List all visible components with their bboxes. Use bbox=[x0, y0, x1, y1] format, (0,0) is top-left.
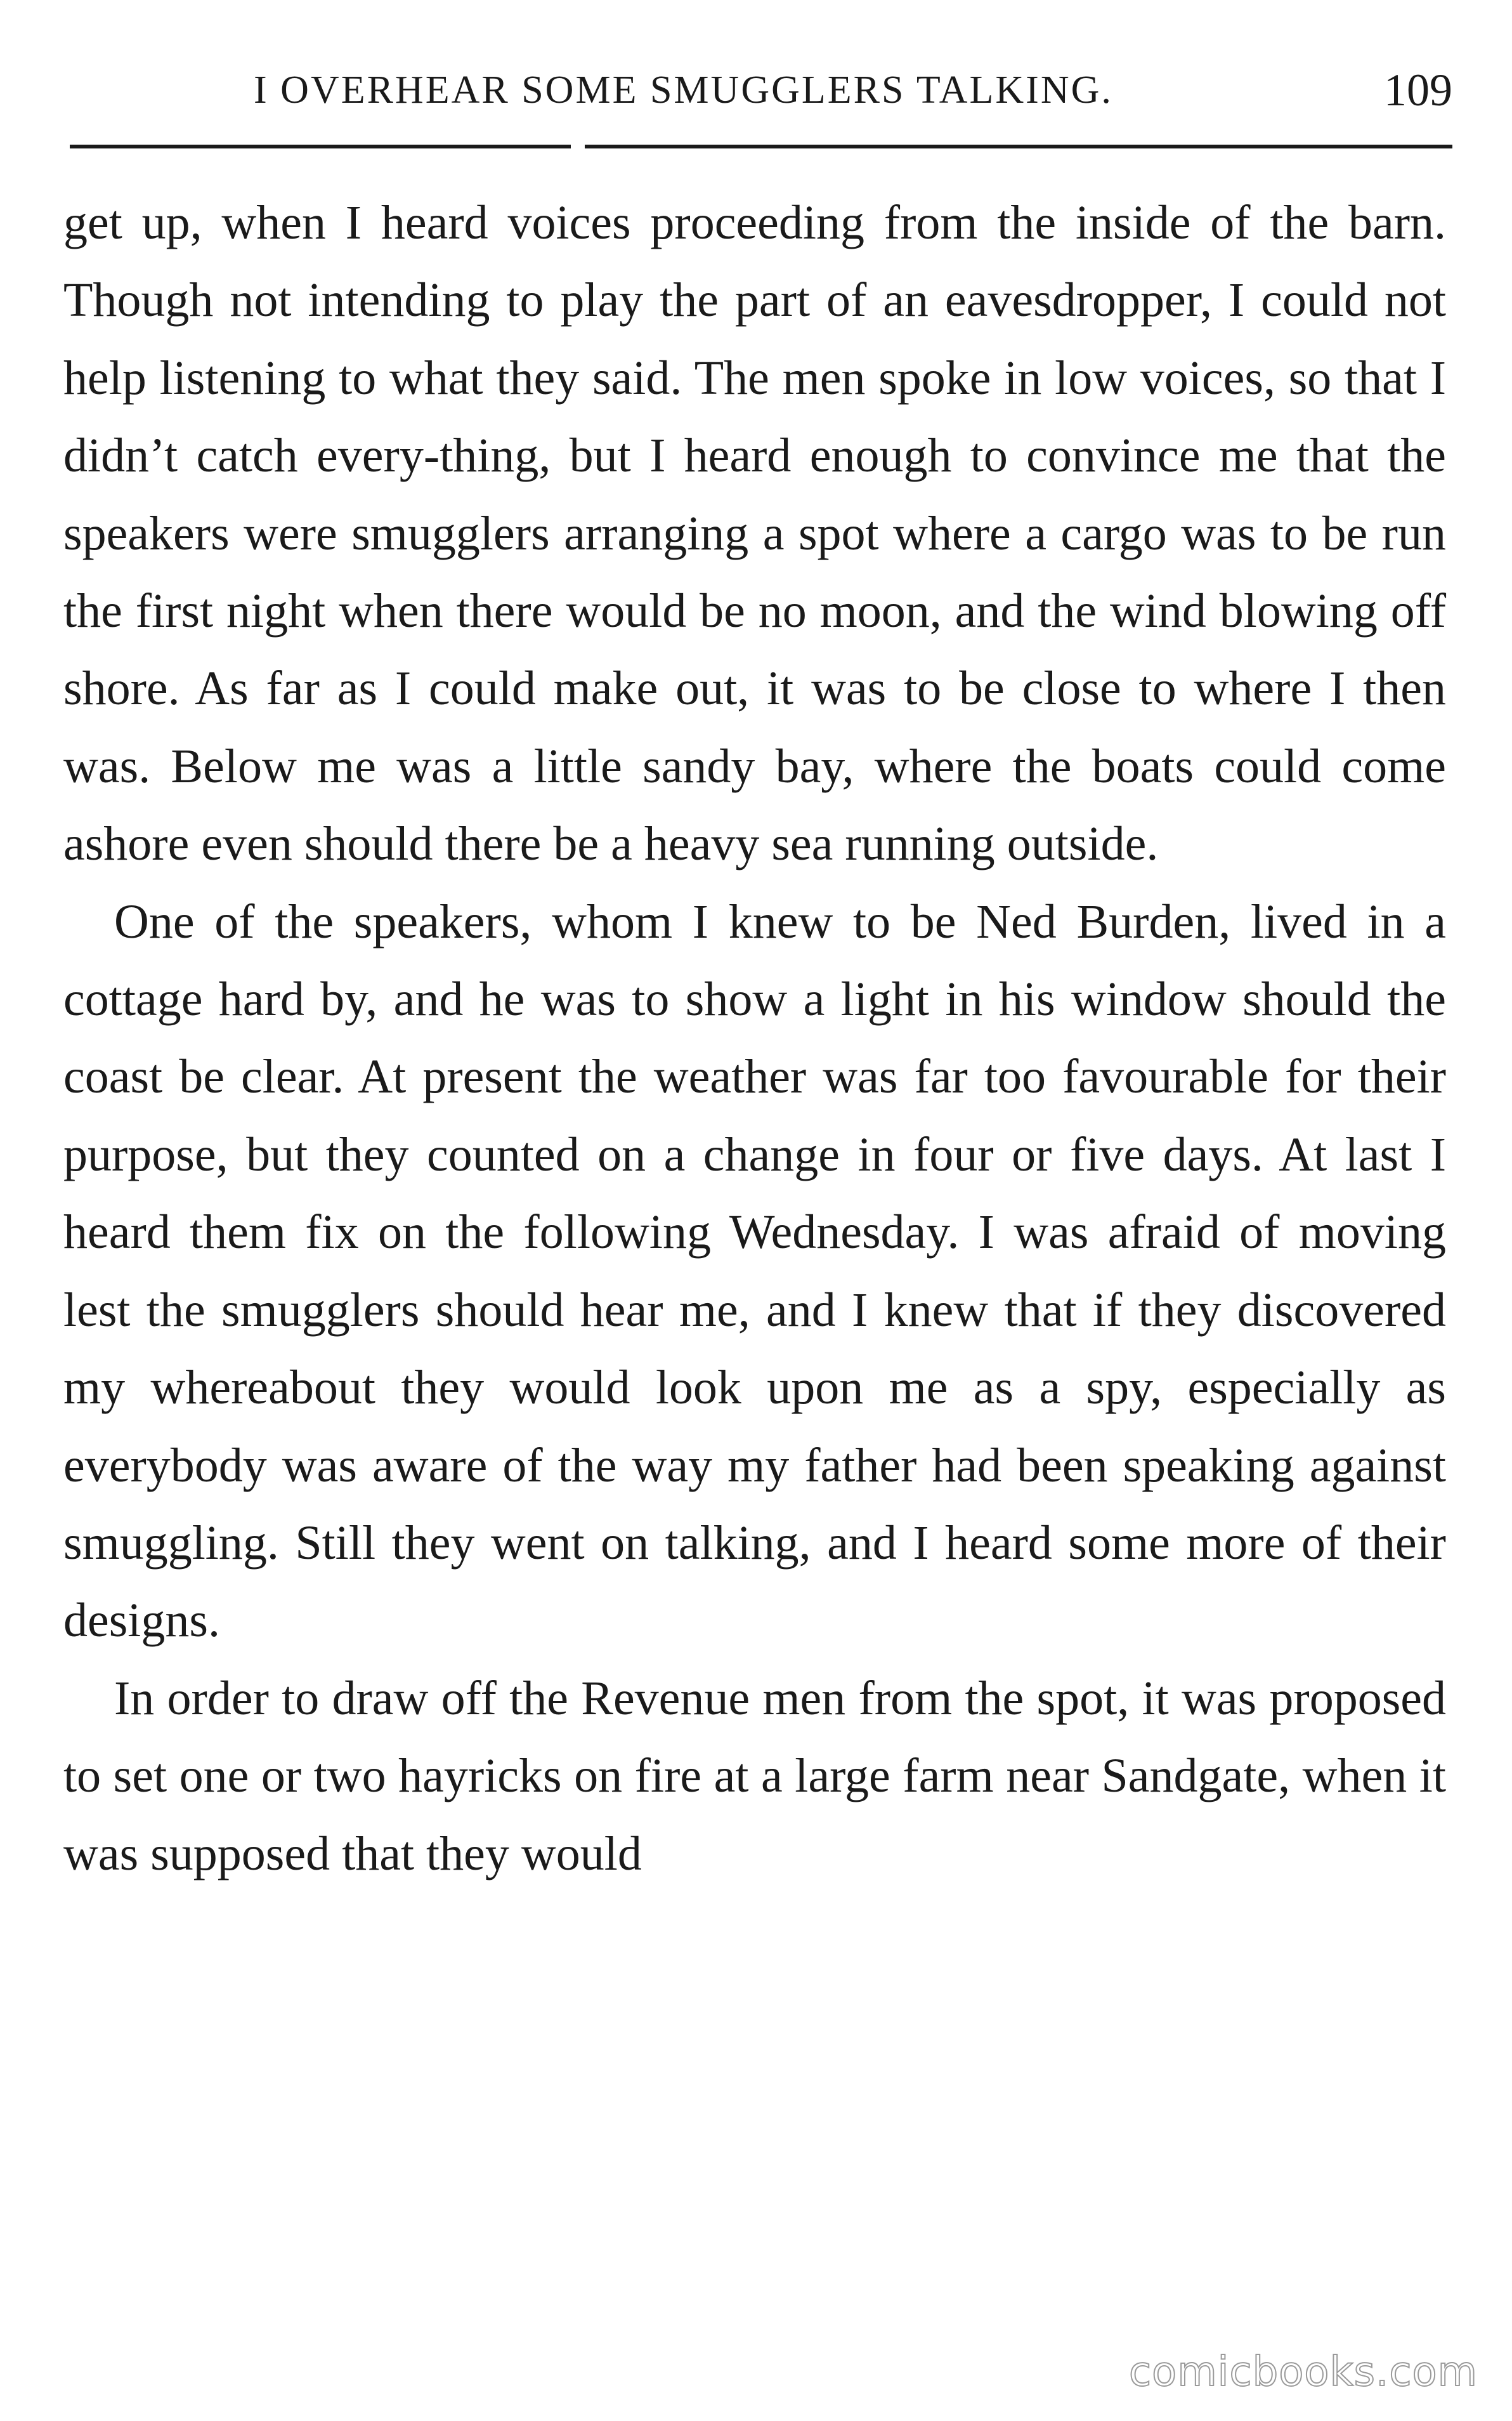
header-rule-right-segment bbox=[585, 145, 1452, 148]
paragraph-1: get up, when I heard voices proceeding from the inside of the barn. Though not intending to play the part of an eavesdropper, I could not help listening to what they said. The men spoke in low voices, so that I didn’t catch every-thing, but I heard enough to convince me that the speakers were smugglers arranging a spot where a cargo was to be run the first night when there would be no moon, and the wind blowing off shore. As far as I could make out, it was to be close to where I then was. Below me was a little sandy bay, where the boats could come ashore even should there be a heavy sea running outside. bbox=[63, 196, 1446, 871]
paragraph-2: One of the speakers, whom I knew to be Ned Burden, lived in a cottage hard by, and he was to show a light in his window should the coast be clear. At present the weather was far too favourable for their purpose, but they counted on a change in four or five days. At last I heard them fix on the following Wednesday. I was afraid of moving lest the smugglers should hear me, and I knew that if they discovered my whereabout they would look upon me as a spy, especially as everybody was aware of the way my father had been speaking against smuggling. Still they went on talking, and I heard some more of their designs. bbox=[63, 895, 1446, 1648]
header-rule-left-segment bbox=[70, 145, 571, 148]
running-head bbox=[70, 52, 1452, 128]
page-number: 109 bbox=[1384, 65, 1452, 115]
paragraph-3: In order to draw off the Revenue men from the spot, it was proposed to set one or two hayricks on fire at a large farm near Sandgate, when it was supposed that they would bbox=[63, 1671, 1446, 1880]
running-title: I OVERHEAR SOME SMUGGLERS TALKING. bbox=[254, 69, 1113, 112]
body-text bbox=[63, 184, 1446, 1893]
watermark-logo: comicbooks.com bbox=[1128, 2349, 1478, 2396]
header-rule bbox=[70, 145, 1452, 150]
